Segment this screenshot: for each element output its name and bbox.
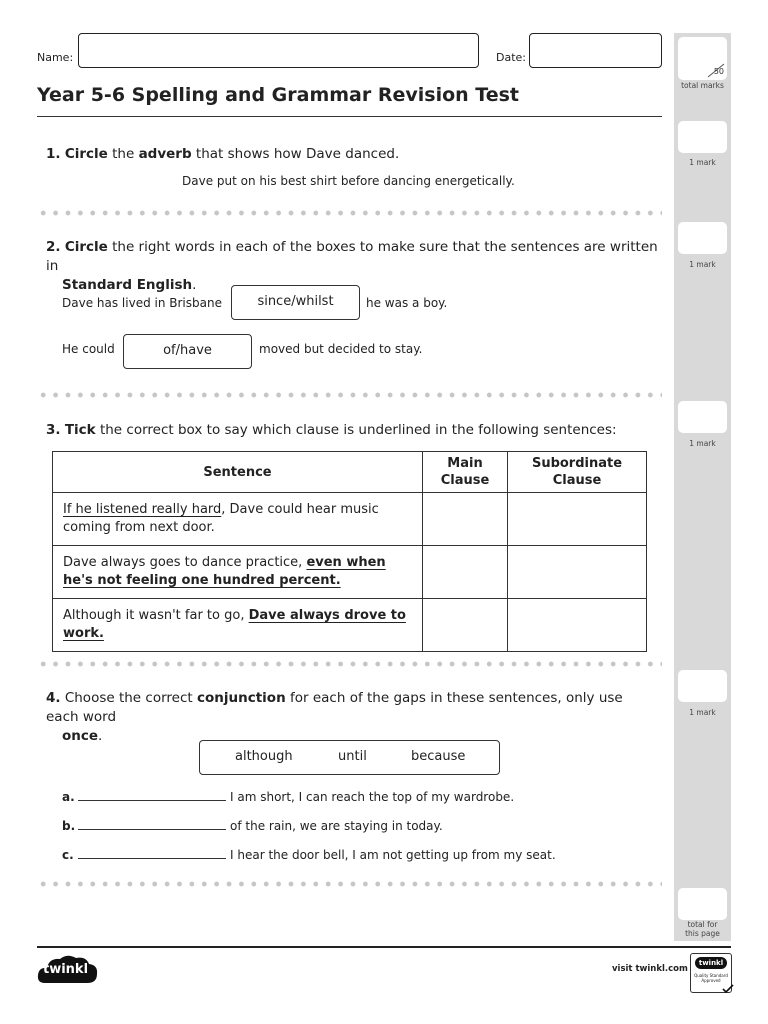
q3-rest: the correct box to say which clause is underlined in the following sentences: <box>99 422 617 438</box>
q2-s1-before: Dave has lived in Brisbane <box>62 296 222 310</box>
q1-sentence[interactable]: Dave put on his best shirt before dancing energetically. <box>182 174 515 188</box>
item-text: I am short, I can reach the top of my wardrobe. <box>230 790 515 804</box>
q1-number: 1. <box>46 146 61 162</box>
divider-dots <box>37 210 662 216</box>
header-subordinate-clause: Subordinate Clause <box>508 452 647 493</box>
answer-blank[interactable] <box>78 788 226 801</box>
item-label: c. <box>62 848 74 862</box>
q1-rest: that shows how Dave danced. <box>195 146 400 162</box>
total-marks-label: total marks <box>681 81 724 90</box>
q2-mark-label: 1 mark <box>689 260 716 269</box>
q2-verb: Circle <box>64 239 108 255</box>
q2-s2-choice-box[interactable]: of/have <box>123 334 252 369</box>
total-marks-value: 50 <box>713 67 724 76</box>
badge-text: Quality Standard Approved <box>694 973 728 983</box>
q1-mark-label: 1 mark <box>689 158 716 167</box>
q4-item-c <box>62 846 556 862</box>
q4-prompt <box>46 689 653 746</box>
q4-period: . <box>98 728 103 744</box>
q3-mark-box[interactable] <box>678 401 727 433</box>
q4-mark-label: 1 mark <box>689 708 716 717</box>
q2-keyword: Standard English <box>62 277 193 293</box>
q4-rest: for each of the gaps in these sentences, only use each word <box>46 690 623 725</box>
table-header-row <box>53 452 647 493</box>
q4-mark-box[interactable] <box>678 670 727 702</box>
item-text: I hear the door bell, I am not getting up from my seat. <box>230 848 556 862</box>
subordinate-clause-tick-box[interactable] <box>508 546 647 599</box>
page-total-label: total for this page <box>685 920 720 938</box>
date-label: Date: <box>496 51 526 64</box>
q4-intro: Choose the correct <box>64 690 193 706</box>
q3-number: 3. <box>46 422 61 438</box>
q2-s2-before: He could <box>62 342 115 356</box>
item-label: a. <box>62 790 75 804</box>
q3-prompt <box>46 421 617 440</box>
word-bank-word: although <box>235 749 293 764</box>
total-marks-box[interactable] <box>678 37 727 80</box>
plain-text: , Dave could hear music coming from next door. <box>63 502 379 535</box>
q1-mark-box[interactable] <box>678 121 727 153</box>
main-clause-tick-box[interactable] <box>423 546 508 599</box>
q2-rest: the right words in each of the boxes to make sure that the sentences are written in <box>46 239 658 274</box>
clause-table <box>52 451 647 652</box>
answer-blank[interactable] <box>78 817 226 830</box>
date-field[interactable] <box>529 33 662 68</box>
q2-number: 2. <box>46 239 61 255</box>
q4-item-b <box>62 817 443 833</box>
answer-blank[interactable] <box>78 846 226 859</box>
q1-verb: Circle <box>64 146 108 162</box>
footer-divider <box>37 946 731 948</box>
sentence-cell <box>53 493 423 546</box>
divider-dots <box>37 881 662 887</box>
logo-text: twinkl <box>43 962 89 977</box>
quality-badge <box>690 953 732 993</box>
table-row <box>53 599 647 652</box>
q1-keyword: adverb <box>138 146 192 162</box>
underlined-clause: If he listened really hard <box>63 502 222 517</box>
q2-s1-choice-box[interactable]: since/whilst <box>231 285 360 320</box>
plain-text: Dave always goes to dance practice, <box>63 555 307 570</box>
table-row <box>53 546 647 599</box>
header-main-clause: Main Clause <box>423 452 508 493</box>
underlined-clause: even when he's not feeling one hundred percent. <box>63 555 386 588</box>
visit-link[interactable]: visit twinkl.com <box>612 964 688 974</box>
word-bank-box <box>199 740 500 775</box>
title-divider <box>37 116 662 117</box>
page-total-box[interactable] <box>678 888 727 920</box>
sentence-cell <box>53 546 423 599</box>
q2-period: . <box>192 277 197 293</box>
q2-mark-box[interactable] <box>678 222 727 254</box>
q1-prompt <box>46 145 399 164</box>
q4-keyword: conjunction <box>196 690 286 706</box>
twinkl-logo[interactable] <box>37 953 99 991</box>
item-label: b. <box>62 819 76 833</box>
q2-s2-after: moved but decided to stay. <box>259 342 423 356</box>
subordinate-clause-tick-box[interactable] <box>508 599 647 652</box>
main-clause-tick-box[interactable] <box>423 493 508 546</box>
q2-s1-after: he was a boy. <box>366 296 448 310</box>
q3-verb: Tick <box>64 422 96 438</box>
sentence-cell <box>53 599 423 652</box>
q4-number: 4. <box>46 690 61 706</box>
header-sentence: Sentence <box>53 452 423 493</box>
marks-sidebar <box>674 33 731 941</box>
main-clause-tick-box[interactable] <box>423 599 508 652</box>
table-row <box>53 493 647 546</box>
q4-keyword-once: once <box>62 728 99 744</box>
page-title: Year 5-6 Spelling and Grammar Revision Test <box>37 84 519 106</box>
q1-the: the <box>112 146 135 162</box>
underlined-clause: Dave always drove to work. <box>63 608 406 641</box>
word-bank-word: until <box>338 749 367 764</box>
item-text: of the rain, we are staying in today. <box>230 819 443 833</box>
word-bank-word: because <box>411 749 466 764</box>
check-icon <box>722 984 734 994</box>
divider-dots <box>37 392 662 398</box>
name-label: Name: <box>37 51 74 64</box>
name-field[interactable] <box>78 33 479 68</box>
plain-text: Although it wasn't far to go, <box>63 608 249 623</box>
q4-item-a <box>62 788 514 804</box>
subordinate-clause-tick-box[interactable] <box>508 493 647 546</box>
q3-mark-label: 1 mark <box>689 439 716 448</box>
divider-dots <box>37 661 662 667</box>
badge-logo: twinkl <box>695 957 727 969</box>
